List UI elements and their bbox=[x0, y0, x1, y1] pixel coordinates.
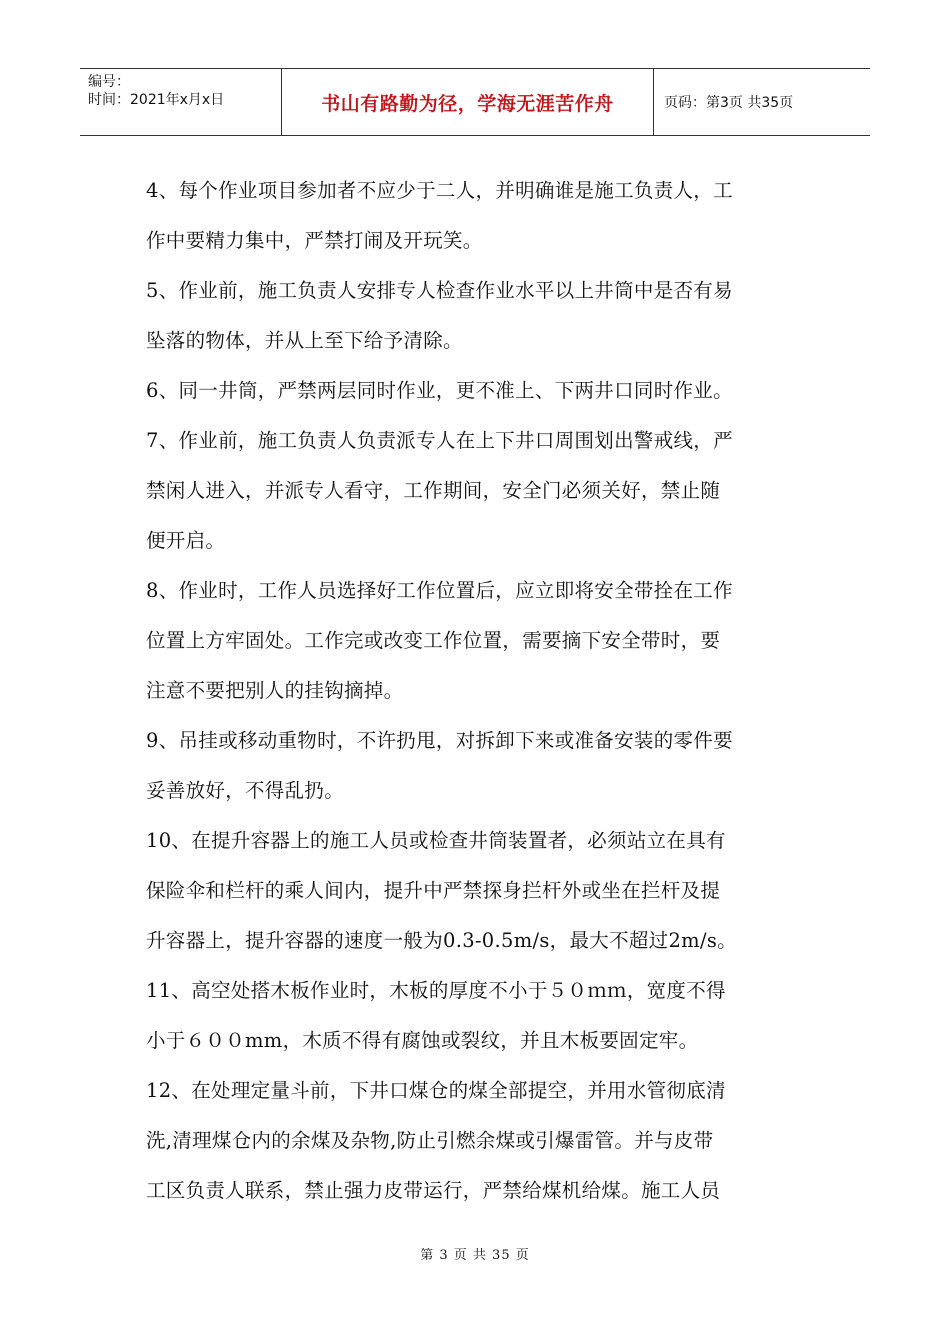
paragraph-line: 保险伞和栏杆的乘人间内，提升中严禁探身拦杆外或坐在拦杆及提 bbox=[146, 879, 721, 902]
header-motto: 书山有路勤为径，学海无涯苦作舟 bbox=[282, 69, 654, 135]
page-footer: 第 3 页 共 35 页 bbox=[420, 1248, 530, 1263]
body-paragraph bbox=[146, 716, 810, 816]
paragraph-line: 坠落的物体，并从上至下给予清除。 bbox=[146, 329, 463, 352]
paragraph-line: 12、在处理定量斗前，下井口煤仓的煤全部提空，并用水管彻底清 bbox=[146, 1079, 726, 1102]
paragraph-line: 洗,清理煤仓内的余煤及杂物,防止引燃余煤或引爆雷管。并与皮带 bbox=[146, 1129, 714, 1152]
document-time-label: 时间：2021年x月x日 bbox=[88, 92, 225, 108]
paragraph-line: 位置上方牢固处。工作完或改变工作位置，需要摘下安全带时，要 bbox=[146, 629, 721, 652]
paragraph-line: 便开启。 bbox=[146, 529, 226, 552]
document-number-label: 编号： bbox=[88, 74, 130, 90]
document-header bbox=[80, 68, 870, 136]
paragraph-line: 5、作业前，施工负责人安排专人检查作业水平以上井筒中是否有易 bbox=[146, 279, 733, 302]
body-paragraph bbox=[146, 166, 810, 266]
paragraph-line: 8、作业时，工作人员选择好工作位置后，应立即将安全带拴在工作 bbox=[146, 579, 733, 602]
paragraph-line: 注意不要把别人的挂钩摘掉。 bbox=[146, 679, 404, 702]
body-paragraph bbox=[146, 266, 810, 366]
header-meta-cell bbox=[80, 69, 282, 135]
paragraph-line: 工区负责人联系，禁止强力皮带运行，严禁给煤机给煤。施工人员 bbox=[146, 1179, 721, 1202]
paragraph-line: 9、吊挂或移动重物时，不许扔甩，对拆卸下来或准备安装的零件要 bbox=[146, 729, 733, 752]
document-body bbox=[146, 166, 810, 1216]
paragraph-line: 10、在提升容器上的施工人员或检查井筒装置者，必须站立在具有 bbox=[146, 829, 726, 852]
body-paragraph bbox=[146, 416, 810, 566]
paragraph-line: 4、每个作业项目参加者不应少于二人，并明确谁是施工负责人，工 bbox=[146, 179, 733, 202]
paragraph-line: 小于６００mm，木质不得有腐蚀或裂纹，并且木板要固定牢。 bbox=[146, 1029, 699, 1052]
paragraph-line: 6、同一井筒，严禁两层同时作业，更不准上、下两井口同时作业。 bbox=[146, 379, 733, 402]
body-paragraph bbox=[146, 1066, 810, 1216]
body-paragraph bbox=[146, 816, 810, 966]
paragraph-line: 7、作业前，施工负责人负责派专人在上下井口周围划出警戒线，严 bbox=[146, 429, 733, 452]
paragraph-line: 禁闲人进入，并派专人看守，工作期间，安全门必须关好，禁止随 bbox=[146, 479, 721, 502]
paragraph-line: 11、高空处搭木板作业时，木板的厚度不小于５０ｍｍ，宽度不得 bbox=[146, 979, 726, 1002]
body-paragraph bbox=[146, 566, 810, 716]
body-paragraph bbox=[146, 966, 810, 1066]
body-paragraph bbox=[146, 366, 810, 416]
header-page-info: 页码：第3页 共35页 bbox=[664, 95, 794, 111]
paragraph-line: 作中要精力集中，严禁打闹及开玩笑。 bbox=[146, 229, 483, 252]
paragraph-line: 升容器上，提升容器的速度一般为0.3-0.5m/s，最大不超过2m/s。 bbox=[146, 929, 737, 952]
paragraph-line: 妥善放好，不得乱扔。 bbox=[146, 779, 345, 802]
